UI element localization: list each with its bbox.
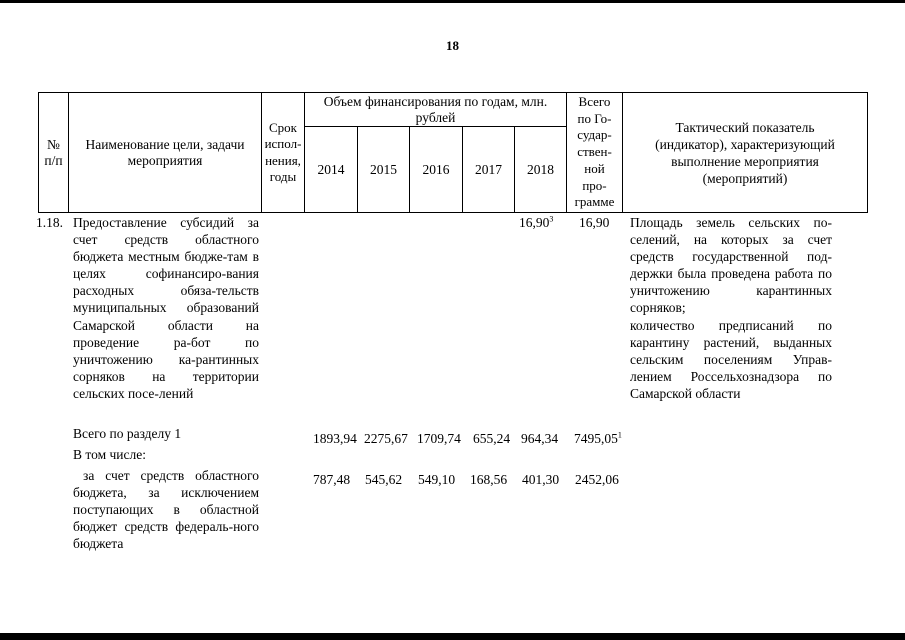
row-value-2018: 16,90$^3$ bbox=[519, 214, 554, 230]
header-year-2014: 2014 bbox=[317, 161, 345, 177]
header-year-2016: 2016 bbox=[422, 161, 450, 177]
page-number: 18 bbox=[446, 38, 459, 53]
section-total-2018: 964,34 bbox=[521, 431, 559, 446]
regional-2018: 401,30 bbox=[522, 472, 560, 487]
section-total-2016: 1709,74 bbox=[417, 431, 461, 446]
header-funding: Объем финансирования по годам, млн. рублей bbox=[323, 94, 548, 125]
regional-budget-label: за счет средств областного бюджета, за исключением поступающих в областной бюджет средств федераль-ного бюджета bbox=[73, 468, 259, 552]
section-total-2015: 2275,67 bbox=[364, 431, 408, 446]
regional-2014: 787,48 bbox=[313, 472, 351, 487]
header-term: Срок испол- нения, годы bbox=[264, 119, 302, 184]
regional-2017: 168,56 bbox=[470, 472, 508, 487]
header-year-2017: 2017 bbox=[475, 161, 502, 177]
header-year-2015: 2015 bbox=[370, 161, 397, 177]
header-name: Наименование цели, задачи мероприятия bbox=[85, 136, 245, 168]
section-total-label: Всего по разделу 1 bbox=[73, 426, 182, 441]
top-page-edge bbox=[0, 0, 905, 3]
row-name: Предоставление субсидий за счет средств областного бюджета местным бюдже-там в целях софинансиро-вания расходных обяза-тельств муниципальных образований Самарской области на проведение ра-бот по уничтожению ка-рантинных сорняков на территории сельских посе-лений bbox=[73, 215, 259, 401]
including-label: В том числе: bbox=[73, 447, 146, 462]
row-indicator: Площадь земель сельских по-селений, на которых за счет средств государственной под-держки была проведена работа по уничтожению карантинных сорняков; количество предписаний по карантину растений, выданных сельским поселениям Управ-лением Россельхознадзора по Самарской области bbox=[630, 215, 832, 401]
row-number: 1.18. bbox=[36, 215, 63, 230]
section-total-2014: 1893,94 bbox=[313, 431, 357, 446]
regional-2015: 545,62 bbox=[365, 472, 403, 487]
regional-total: 2452,06 bbox=[575, 472, 619, 487]
section-total-2017: 655,24 bbox=[473, 431, 511, 446]
regional-2016: 549,10 bbox=[418, 472, 456, 487]
row-total: 16,90 bbox=[579, 215, 610, 230]
bottom-page-edge bbox=[0, 633, 905, 640]
header-year-2018: 2018 bbox=[527, 161, 554, 177]
header-indicator: Тактический показатель (индикатор), характеризующий выполнение мероприятия (мероприятий) bbox=[655, 119, 835, 186]
header-num: № п/п bbox=[44, 136, 63, 168]
section-total-all: 7495,05$^1$ bbox=[574, 430, 622, 446]
header-total: Всего по Го- судар- ствен- ной про- грамме bbox=[574, 93, 615, 210]
